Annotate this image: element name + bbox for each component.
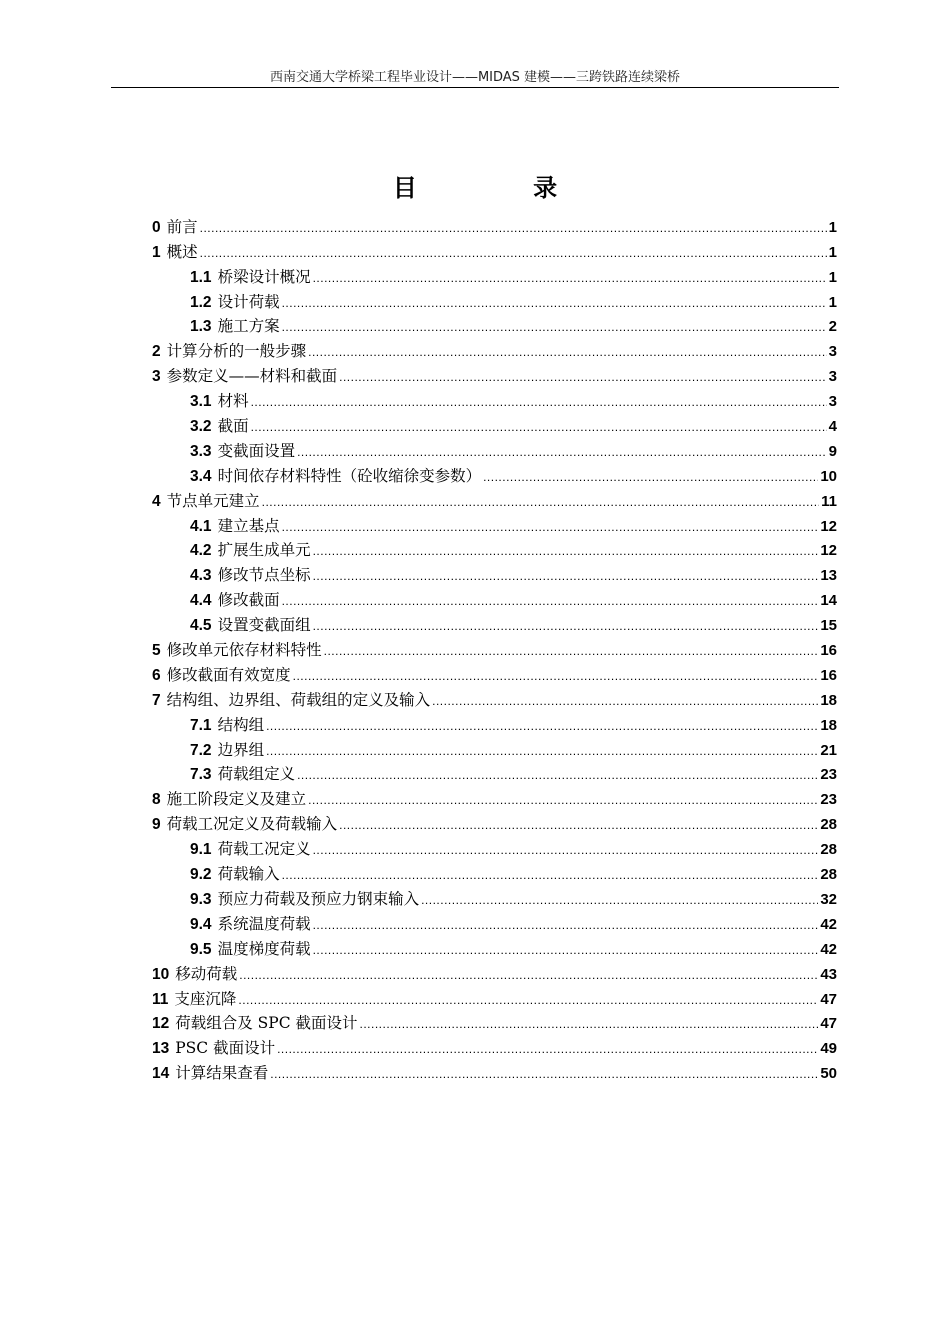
toc-entry-label	[152, 789, 306, 810]
toc-entry-page: 12	[820, 517, 837, 535]
toc-entry-page: 23	[820, 766, 837, 784]
toc-entry-title: 结构组	[217, 715, 265, 734]
toc-dot-leader	[421, 890, 818, 906]
toc-entry-page: 21	[820, 741, 837, 759]
toc-entry-label	[152, 341, 306, 362]
toc-entry-title: 桥梁设计概况	[217, 267, 311, 286]
toc-entry-page: 13	[820, 567, 837, 585]
toc-entry-label	[190, 939, 311, 960]
toc-entry[interactable]	[152, 985, 837, 1010]
toc-dot-leader	[262, 492, 820, 508]
toc-entry[interactable]	[152, 313, 837, 338]
toc-entry-page: 1	[828, 293, 837, 311]
toc-dot-leader	[313, 268, 827, 284]
toc-entry-page: 10	[820, 467, 837, 485]
toc-entry-number: 7.2	[190, 741, 212, 759]
toc-entry-page: 2	[828, 318, 837, 336]
toc-dot-leader	[483, 467, 818, 483]
toc-entry-page: 32	[820, 890, 837, 908]
page-header: 西南交通大学桥梁工程毕业设计——MIDAS 建模——三跨铁路连续梁桥	[269, 70, 681, 85]
toc-dot-leader	[282, 317, 827, 333]
toc-entry-number: 5	[152, 642, 161, 660]
toc-entry-number: 9.4	[190, 915, 212, 933]
toc-entry-label	[190, 615, 311, 636]
toc-entry[interactable]	[152, 910, 837, 935]
toc-entry-label	[190, 889, 419, 910]
toc-entry[interactable]	[152, 736, 837, 761]
toc-dot-leader	[270, 1064, 818, 1080]
toc-entry-title: 修改截面有效宽度	[166, 665, 291, 684]
toc-entry-title: 前言	[166, 217, 198, 236]
header-rule	[111, 87, 839, 88]
toc-entry[interactable]	[152, 835, 837, 860]
toc-dot-leader	[238, 990, 818, 1006]
toc-entry-label	[190, 391, 249, 412]
toc-dot-leader	[432, 691, 818, 707]
toc-entry-number: 1.2	[190, 293, 212, 311]
toc-entry-number: 9.3	[190, 890, 212, 908]
toc-entry-title: 温度梯度荷载	[217, 939, 311, 958]
toc-entry-page: 9	[828, 442, 837, 460]
toc-entry[interactable]	[152, 636, 837, 661]
toc-entry-title: 修改单元依存材料特性	[166, 641, 322, 660]
toc-dot-leader	[324, 641, 819, 657]
toc-entry-label	[190, 267, 311, 288]
toc-entry-label	[152, 242, 198, 263]
toc-entry-label	[152, 964, 237, 985]
toc-entry-title: 边界组	[217, 740, 265, 759]
toc-entry-page: 42	[820, 940, 837, 958]
toc-entry-page: 3	[828, 343, 837, 361]
toc-entry-title: 荷载工况定义及荷载输入	[166, 815, 338, 834]
toc-entry-label	[190, 764, 295, 785]
toc-dot-leader	[313, 840, 819, 856]
toc-entry-label	[152, 665, 291, 686]
toc-entry-page: 12	[820, 542, 837, 560]
toc-entry[interactable]	[152, 487, 837, 512]
toc-entry-page: 1	[828, 218, 837, 236]
toc-entry-label	[190, 839, 311, 860]
toc-entry-page: 23	[820, 791, 837, 809]
toc-dot-leader	[308, 790, 818, 806]
toc-entry-number: 9.1	[190, 841, 212, 859]
toc-entry-number: 4.2	[190, 542, 212, 560]
toc-entry-title: 变截面设置	[217, 441, 296, 460]
toc-entry[interactable]	[152, 885, 837, 910]
toc-entry-number: 12	[152, 1015, 170, 1033]
toc-dot-leader	[251, 417, 827, 433]
toc-entry-label	[190, 466, 481, 487]
toc-entry-page: 18	[820, 691, 837, 709]
toc-dot-leader	[282, 865, 819, 881]
toc-entry[interactable]	[152, 288, 837, 313]
toc-entry[interactable]	[152, 810, 837, 835]
toc-entry[interactable]	[152, 785, 837, 810]
toc-dot-leader	[282, 517, 819, 533]
toc-entry-number: 6	[152, 666, 161, 684]
toc-entry-number: 3.2	[190, 418, 212, 436]
toc-entry-number: 4.1	[190, 517, 212, 535]
toc-entry-page: 3	[828, 368, 837, 386]
toc-entry-title: 支座沉降	[174, 989, 237, 1008]
toc-dot-leader	[277, 1039, 818, 1055]
table-of-contents	[152, 213, 837, 1084]
toc-entry-title: 结构组、边界组、荷载组的定义及输入	[166, 690, 431, 709]
toc-entry-title: 截面	[217, 417, 249, 436]
toc-entry-number: 3.1	[190, 393, 212, 411]
toc-entry[interactable]	[152, 561, 837, 586]
toc-entry-title: 设置变截面组	[217, 616, 311, 635]
toc-entry-title: 概述	[166, 242, 198, 261]
toc-entry-number: 9	[152, 816, 161, 834]
toc-entry-page: 4	[828, 418, 837, 436]
toc-dot-leader	[308, 342, 827, 358]
toc-entry[interactable]	[152, 1010, 837, 1035]
toc-entry-title: 荷载组合及 SPC 截面设计	[175, 1014, 358, 1033]
toc-entry[interactable]	[152, 238, 837, 263]
toc-entry-title: 施工阶段定义及建立	[166, 790, 307, 809]
toc-dot-leader	[339, 367, 827, 383]
toc-dot-leader	[297, 442, 827, 458]
toc-entry-label	[190, 316, 280, 337]
toc-dot-leader	[293, 666, 819, 682]
toc-entry-number: 0	[152, 218, 161, 236]
toc-entry-number: 8	[152, 791, 161, 809]
toc-title: 目 录	[392, 174, 612, 202]
toc-entry-page: 16	[820, 642, 837, 660]
toc-entry-label	[190, 590, 280, 611]
toc-entry-label	[152, 640, 322, 661]
toc-dot-leader	[313, 566, 819, 582]
toc-entry-label	[190, 516, 280, 537]
toc-entry-title: 荷载输入	[217, 865, 280, 884]
toc-entry-title: 扩展生成单元	[217, 541, 311, 560]
toc-entry-page: 1	[828, 243, 837, 261]
toc-entry-page: 28	[820, 816, 837, 834]
toc-entry-label	[190, 441, 295, 462]
toc-entry-label	[152, 814, 337, 835]
toc-entry-number: 4.3	[190, 567, 212, 585]
toc-entry-label	[152, 989, 236, 1010]
toc-entry-label	[152, 690, 430, 711]
toc-dot-leader	[239, 965, 818, 981]
toc-dot-leader	[251, 392, 827, 408]
toc-entry-page: 15	[820, 617, 837, 635]
toc-entry[interactable]	[152, 611, 837, 636]
toc-entry-label	[190, 292, 280, 313]
toc-entry-number: 4	[152, 492, 161, 510]
toc-entry-title: 预应力荷载及预应力钢束输入	[217, 889, 420, 908]
toc-entry-number: 1.3	[190, 318, 212, 336]
toc-dot-leader	[313, 541, 819, 557]
toc-entry-title: 节点单元建立	[166, 491, 260, 510]
toc-entry-title: 荷载工况定义	[217, 840, 311, 859]
toc-entry-label	[152, 1013, 358, 1034]
toc-entry-label	[152, 217, 198, 238]
toc-dot-leader	[297, 765, 818, 781]
toc-entry-number: 4.4	[190, 592, 212, 610]
toc-entry-page: 42	[820, 915, 837, 933]
toc-dot-leader	[313, 915, 819, 931]
toc-entry-title: 荷载组定义	[217, 765, 296, 784]
toc-entry-label	[152, 1063, 268, 1084]
toc-entry[interactable]	[152, 860, 837, 885]
toc-dot-leader	[313, 616, 819, 632]
toc-entry[interactable]	[152, 1034, 837, 1059]
toc-entry-label	[190, 740, 264, 761]
toc-entry-label	[190, 565, 311, 586]
toc-entry[interactable]	[152, 960, 837, 985]
toc-entry[interactable]	[152, 412, 837, 437]
toc-entry-number: 3	[152, 368, 161, 386]
toc-entry-page: 43	[820, 965, 837, 983]
toc-entry-title: 施工方案	[217, 317, 280, 336]
toc-entry[interactable]	[152, 935, 837, 960]
toc-entry-label	[190, 914, 311, 935]
toc-entry-label	[190, 540, 311, 561]
toc-entry[interactable]	[152, 362, 837, 387]
toc-entry-title: PSC 截面设计	[175, 1039, 276, 1058]
toc-dot-leader	[266, 716, 818, 732]
toc-entry-number: 9.2	[190, 866, 212, 884]
toc-entry-number: 3.3	[190, 442, 212, 460]
toc-entry-label	[190, 864, 280, 885]
toc-dot-leader	[200, 218, 827, 234]
toc-entry-number: 3.4	[190, 467, 212, 485]
toc-entry-title: 设计荷载	[217, 292, 280, 311]
toc-entry-title: 系统温度荷载	[217, 914, 311, 933]
toc-entry[interactable]	[152, 263, 837, 288]
toc-entry[interactable]	[152, 1059, 837, 1084]
toc-entry-number: 13	[152, 1040, 170, 1058]
toc-entry-page: 14	[820, 592, 837, 610]
toc-entry-number: 4.5	[190, 617, 212, 635]
toc-entry-page: 16	[820, 666, 837, 684]
toc-dot-leader	[266, 741, 818, 757]
toc-entry-title: 计算分析的一般步骤	[166, 342, 307, 361]
toc-entry[interactable]	[152, 537, 837, 562]
toc-entry-label	[190, 715, 264, 736]
toc-entry-number: 14	[152, 1065, 170, 1083]
toc-dot-leader	[339, 815, 818, 831]
toc-dot-leader	[282, 293, 827, 309]
toc-entry[interactable]	[152, 462, 837, 487]
toc-dot-leader	[313, 940, 819, 956]
toc-entry-number: 1.1	[190, 268, 212, 286]
toc-entry-title: 计算结果查看	[175, 1064, 269, 1083]
toc-entry-label	[152, 491, 260, 512]
toc-entry-number: 7.3	[190, 766, 212, 784]
toc-entry-page: 28	[820, 866, 837, 884]
toc-entry[interactable]	[152, 387, 837, 412]
toc-entry-label	[152, 1038, 275, 1059]
toc-entry-page: 49	[820, 1040, 837, 1058]
toc-entry-title: 建立基点	[217, 516, 280, 535]
toc-entry-page: 11	[821, 492, 837, 510]
toc-entry-number: 7	[152, 691, 161, 709]
toc-entry-number: 7.1	[190, 716, 212, 734]
toc-entry-page: 50	[820, 1065, 837, 1083]
toc-entry-number: 9.5	[190, 940, 212, 958]
toc-entry[interactable]	[152, 437, 837, 462]
toc-entry-title: 时间依存材料特性（砼收缩徐变参数）	[217, 466, 482, 485]
toc-dot-leader	[200, 243, 827, 259]
toc-entry[interactable]	[152, 761, 837, 786]
toc-entry[interactable]	[152, 686, 837, 711]
toc-entry-number: 11	[152, 990, 169, 1008]
toc-entry[interactable]	[152, 512, 837, 537]
toc-entry[interactable]	[152, 586, 837, 611]
toc-entry-number: 1	[152, 243, 161, 261]
toc-entry-title: 修改截面	[217, 591, 280, 610]
toc-entry-title: 材料	[217, 392, 249, 411]
toc-dot-leader	[360, 1014, 819, 1030]
toc-entry-page: 47	[820, 1015, 837, 1033]
toc-entry-page: 28	[820, 841, 837, 859]
toc-entry-label	[190, 416, 249, 437]
toc-entry-title: 参数定义——材料和截面	[166, 367, 338, 386]
toc-entry-page: 1	[828, 268, 837, 286]
toc-entry-page: 47	[820, 990, 837, 1008]
toc-entry-title: 修改节点坐标	[217, 566, 311, 585]
toc-entry-number: 2	[152, 343, 161, 361]
toc-entry[interactable]	[152, 337, 837, 362]
toc-entry-label	[152, 366, 337, 387]
toc-entry-page: 18	[820, 716, 837, 734]
toc-entry[interactable]	[152, 213, 837, 238]
toc-entry-page: 3	[828, 393, 837, 411]
toc-entry-title: 移动荷载	[175, 964, 238, 983]
toc-entry-number: 10	[152, 965, 170, 983]
toc-dot-leader	[282, 591, 819, 607]
toc-entry[interactable]	[152, 711, 837, 736]
toc-entry[interactable]	[152, 661, 837, 686]
